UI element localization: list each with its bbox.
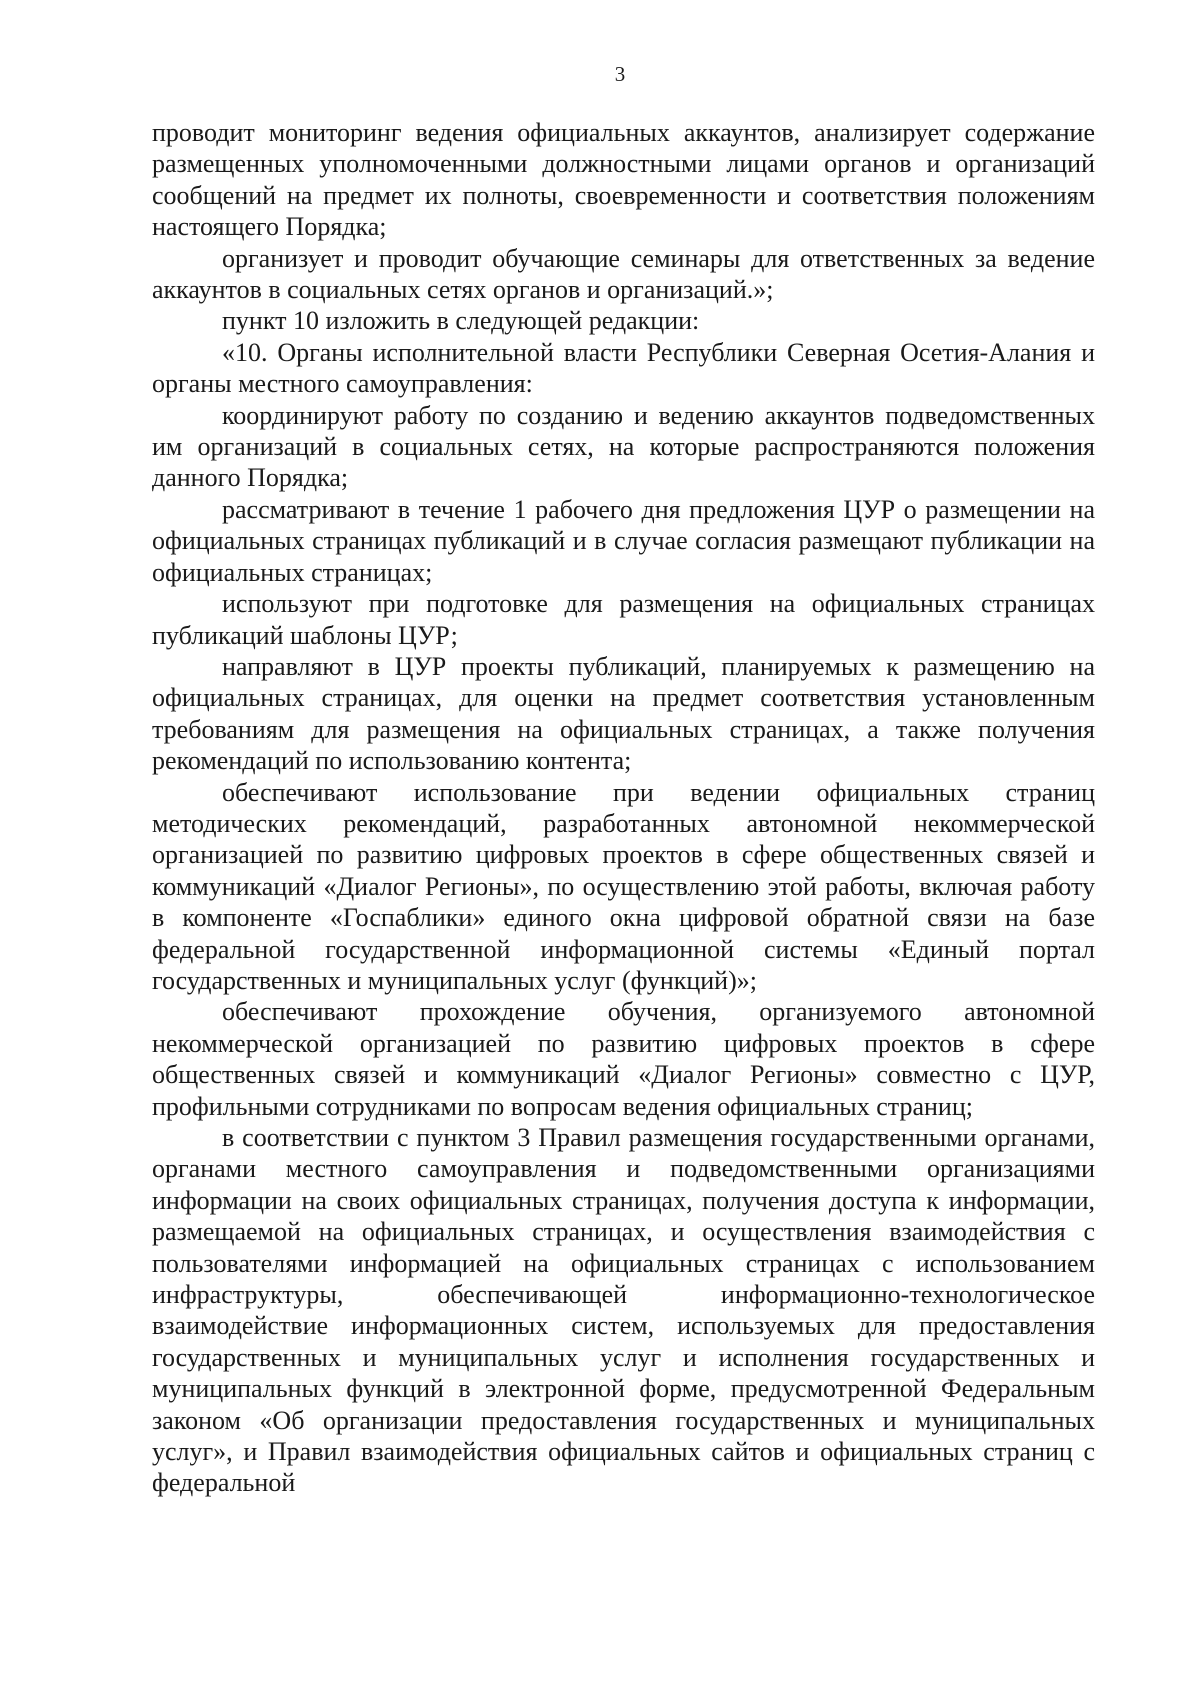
paragraph: организует и проводит обучающие семинары для ответственных за ведение аккаунтов в социальных сетях органов и организаций.»; (152, 243, 1095, 305)
paragraph: обеспечивают использование при ведении официальных страниц методических рекомендаций, разработанных автономной некоммерческой организацией по развитию цифровых проектов в сфере общественных связей и коммуникаций «Диалог Регионы», по осуществлению этой работы, включая работу в компоненте «Госпаблики» единого окна цифровой обратной связи на базе федеральной государственной информационной системы «Единый портал государственных и муниципальных услуг (функций)»; (152, 777, 1095, 995)
paragraph: обеспечивают прохождение обучения, организуемого автономной некоммерческой организацией по развитию цифровых проектов в сфере общественных связей и коммуникаций «Диалог Регионы» совместно с ЦУР, профильными сотрудниками по вопросам ведения официальных страниц; (152, 997, 1095, 1121)
paragraph: рассматривают в течение 1 рабочего дня предложения ЦУР о размещении на официальных страницах публикаций и в случае согласия размещают публикации на официальных страницах; (152, 494, 1095, 587)
paragraph: в соответствии с пунктом 3 Правил размещения государственными органами, органами местного самоуправления и подведомственными организациями информации на своих официальных страницах, получения доступа к информации, размещаемой на официальных страницах, и осуществления взаимодействия с пользователями информацией на официальных страницах с использованием инфраструктуры, обеспечивающей информационно-технологическое взаимодействие информационных систем, используемых для предоставления государственных и муниципальных услуг и исполнения государственных и муниципальных функций в электронной форме, предусмотренной Федеральным законом «Об организации предоставления государственных и муниципальных услуг», и Правил взаимодействия официальных сайтов и официальных страниц с федеральной (152, 1123, 1095, 1498)
paragraph: направляют в ЦУР проекты публикаций, планируемых к размещению на официальных страницах, для оценки на предмет соответствия установленным требованиям для размещения на официальных страницах, а также получения рекомендаций по использованию контента; (152, 651, 1095, 776)
paragraph: пункт 10 изложить в следующей редакции: (222, 306, 700, 336)
document-body (152, 117, 1095, 1499)
paragraph: используют при подготовке для размещения на официальных страницах публикаций шаблоны ЦУР; (152, 589, 1095, 650)
page-number: 3 (614, 62, 626, 86)
paragraph: проводит мониторинг ведения официальных аккаунтов, анализирует содержание размещенных уполномоченными должностными лицами органов и организаций сообщений на предмет их полноты, своевременности и соответствия положениям настоящего Порядка; (152, 118, 1095, 242)
paragraph: «10. Органы исполнительной власти Республики Северная Осетия-Алания и органы местного самоуправления: (152, 337, 1095, 399)
paragraph: координируют работу по созданию и ведению аккаунтов подведомственных им организаций в социальных сетях, на которые распространяются положения данного Порядка; (152, 400, 1095, 493)
